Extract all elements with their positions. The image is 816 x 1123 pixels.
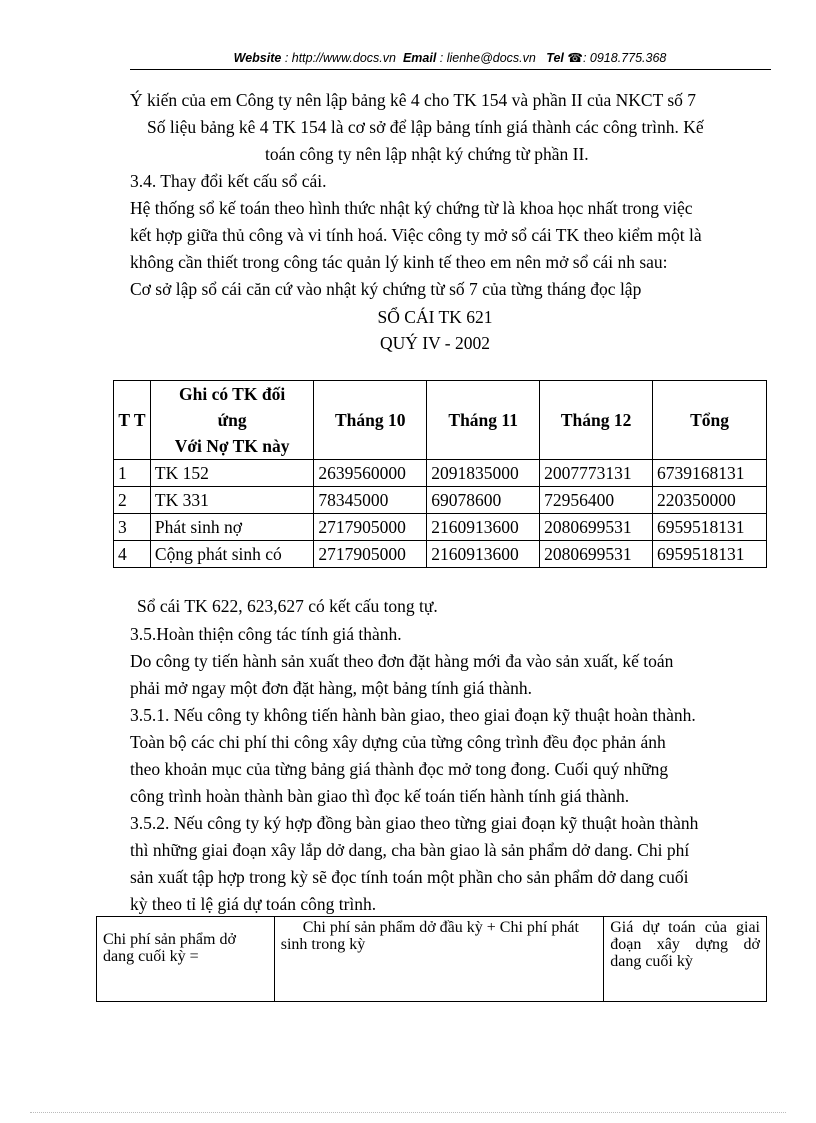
cell-m10: 2717905000 xyxy=(314,514,427,541)
cell-total: 6959518131 xyxy=(653,541,767,568)
cell-account: Cộng phát sinh có xyxy=(150,541,313,568)
cell-m12: 2080699531 xyxy=(540,541,653,568)
cell-m12: 2080699531 xyxy=(540,514,653,541)
header-month-10: Tháng 10 xyxy=(314,381,427,460)
cell-m11: 69078600 xyxy=(427,487,540,514)
formula-right: Giá dự toán của giai đoạn xây dựng dở dang cuối kỳ xyxy=(604,917,767,1002)
table-row xyxy=(114,460,767,487)
paragraph-line: thì những giai đoạn xây lắp dở dang, cha bàn giao là sản phẩm dở dang. Chi phí xyxy=(130,840,690,860)
section-heading: 3.5.Hoàn thiện công tác tính giá thành. xyxy=(130,624,402,644)
cell-m10: 2639560000 xyxy=(314,460,427,487)
paragraph-line: kết hợp giữa thủ công và vi tính hoá. Việc công ty mở sổ cái TK theo kiểm một là xyxy=(130,225,702,245)
email-label: Email xyxy=(402,51,437,65)
cell-m12: 72956400 xyxy=(540,487,653,514)
header-rule xyxy=(130,69,771,70)
cell-m11: 2091835000 xyxy=(427,460,540,487)
website-label: Website xyxy=(233,51,282,65)
table-row xyxy=(114,487,767,514)
cell-tt: 1 xyxy=(114,460,151,487)
formula-middle: Chi phí sản phẩm dở đầu kỳ + Chi phí phát sinh trong kỳ xyxy=(274,917,603,1002)
cell-tt: 4 xyxy=(114,541,151,568)
tel-label: Tel xyxy=(546,51,564,65)
cell-account: TK 152 xyxy=(150,460,313,487)
ledger-table xyxy=(113,380,767,568)
paragraph-line: Cơ sở lập sổ cái căn cứ vào nhật ký chứng từ số 7 của từng tháng đọc lập xyxy=(130,279,642,299)
header-month-11: Tháng 11 xyxy=(427,381,540,460)
header-tt: T T xyxy=(114,381,151,460)
paragraph-line: Ý kiến của em Công ty nên lập bảng kê 4 cho TK 154 và phần II của NKCT số 7 xyxy=(130,90,697,110)
paragraph-line: không cần thiết trong công tác quản lý kinh tế theo em nên mở sổ cái nh sau: xyxy=(130,252,668,272)
cell-m11: 2160913600 xyxy=(427,541,540,568)
paragraph-line: Số liệu bảng kê 4 TK 154 là cơ sở để lập bảng tính giá thành các công trình. Kế xyxy=(147,117,704,137)
paragraph-line: toán công ty nên lập nhật ký chứng từ phần II. xyxy=(265,144,589,164)
paragraph-line: Sổ cái TK 622, 623,627 có kết cấu tong tự. xyxy=(137,596,438,616)
cell-m10: 78345000 xyxy=(314,487,427,514)
cell-m10: 2717905000 xyxy=(314,541,427,568)
cell-total: 6959518131 xyxy=(653,514,767,541)
cell-account: Phát sinh nợ xyxy=(150,514,313,541)
section-heading: 3.4. Thay đổi kết cấu sổ cái. xyxy=(130,171,327,191)
tel-value: : 0918.775.368 xyxy=(582,51,667,65)
header-total: Tổng xyxy=(653,381,767,460)
header-account: Ghi có TK đối ứng Với Nợ TK này xyxy=(150,381,313,460)
footer-rule xyxy=(30,1112,786,1113)
ledger-title: SỔ CÁI TK 621 xyxy=(377,307,493,327)
paragraph-line: công trình hoàn thành bàn giao thì đọc kế toán tiến hành tính giá thành. xyxy=(130,786,630,806)
cell-m12: 2007773131 xyxy=(540,460,653,487)
email-value[interactable]: : lienhe@docs.vn xyxy=(439,51,536,65)
table-row xyxy=(114,514,767,541)
paragraph-line: Do công ty tiến hành sản xuất theo đơn đặt hàng mới đa vào sản xuất, kế toán xyxy=(130,651,674,671)
ledger-subtitle: QUÝ IV - 2002 xyxy=(379,333,491,353)
cell-total: 220350000 xyxy=(653,487,767,514)
formula-left: Chi phí sản phẩm dở dang cuối kỳ = xyxy=(97,917,275,1002)
cell-m11: 2160913600 xyxy=(427,514,540,541)
paragraph-line: Hệ thống sổ kế toán theo hình thức nhật ký chứng từ là khoa học nhất trong việc xyxy=(130,198,693,218)
cell-tt: 2 xyxy=(114,487,151,514)
paragraph-line: phải mở ngay một đơn đặt hàng, một bảng tính giá thành. xyxy=(130,678,532,698)
phone-icon: ☎ xyxy=(567,51,583,65)
table-header-row xyxy=(114,381,767,460)
cell-tt: 3 xyxy=(114,514,151,541)
table-row xyxy=(97,917,767,1002)
cell-total: 6739168131 xyxy=(653,460,767,487)
website-value[interactable]: : http://www.docs.vn xyxy=(284,51,396,65)
paragraph-line: theo khoản mục của từng bảng giá thành đọc mở tong đong. Cuối quý những xyxy=(130,759,669,779)
paragraph-line: sản xuất tập hợp trong kỳ sẽ đọc tính toán một phần cho sản phẩm dở dang cuối xyxy=(130,867,689,887)
table-row xyxy=(114,541,767,568)
paragraph-line: 3.5.2. Nếu công ty ký hợp đồng bàn giao theo từng giai đoạn kỹ thuật hoàn thành xyxy=(130,813,699,833)
page-header xyxy=(130,50,770,65)
header-month-12: Tháng 12 xyxy=(540,381,653,460)
paragraph-line: Toàn bộ các chi phí thi công xây dựng của từng công trình đều đọc phản ánh xyxy=(130,732,666,752)
cell-account: TK 331 xyxy=(150,487,313,514)
paragraph-line: 3.5.1. Nếu công ty không tiến hành bàn giao, theo giai đoạn kỹ thuật hoàn thành. xyxy=(130,705,696,725)
paragraph-line: kỳ theo tỉ lệ giá dự toán công trình. xyxy=(130,894,377,914)
formula-table xyxy=(96,916,767,1002)
